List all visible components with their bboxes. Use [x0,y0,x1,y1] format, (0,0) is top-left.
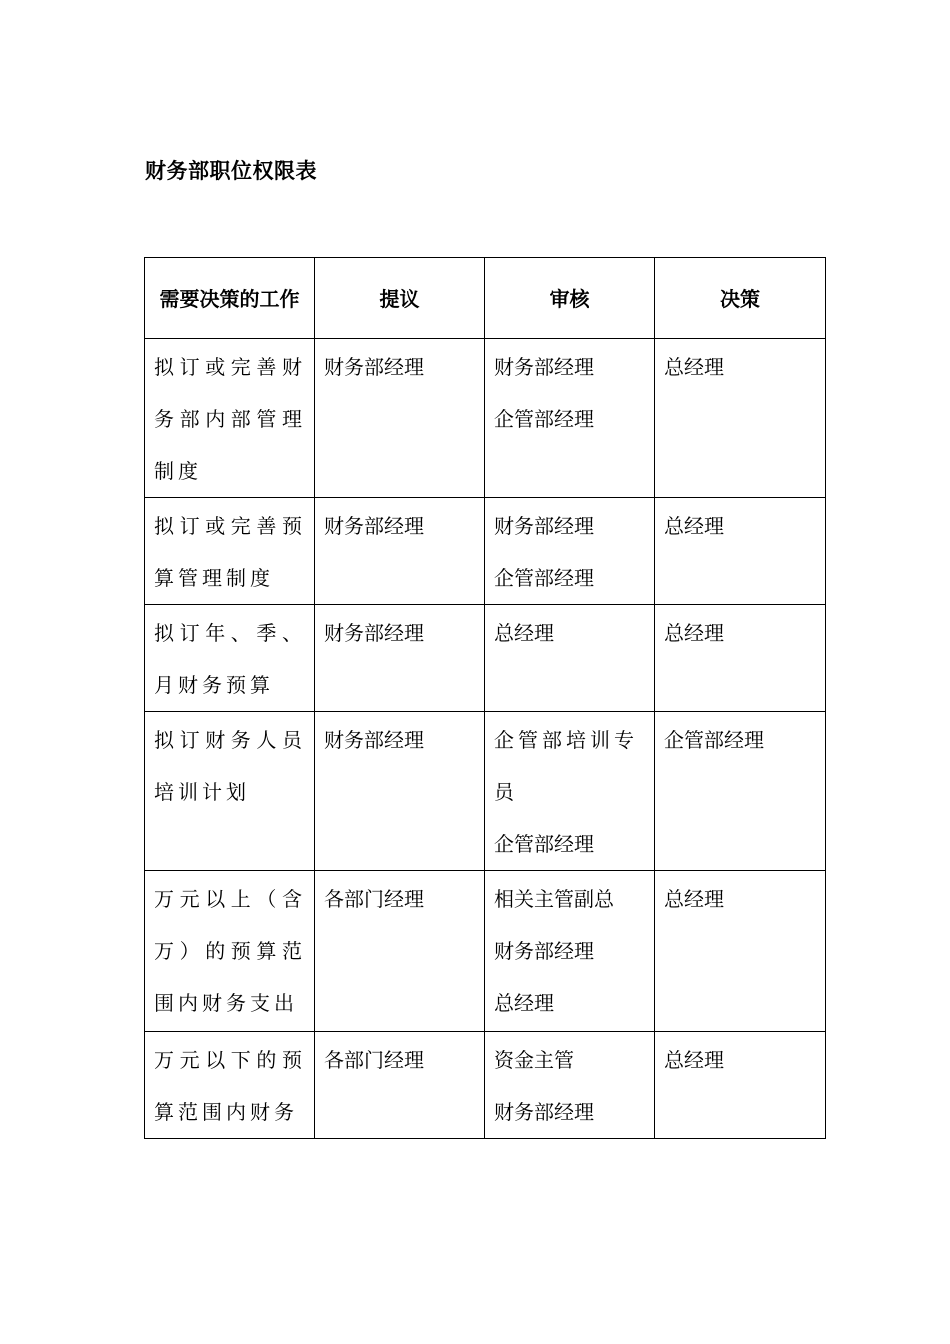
decision-cell: 企管部经理 [655,712,826,871]
review-line: 资金主管 [494,1048,574,1072]
header-task [145,258,315,339]
header-review-label: 审核 [549,287,590,311]
authority-table [144,257,826,1139]
header-review [485,258,655,339]
header-decision [655,258,826,339]
review-line: 财务部经理 [494,939,594,963]
review-line: 企管部经理 [494,832,594,856]
proposal-cell: 各部门经理 [315,1032,485,1139]
task-cell: 万元以下的预算范围内财务 [145,1032,315,1139]
review-cell [485,712,655,871]
proposal-cell: 各部门经理 [315,871,485,1032]
proposal-cell: 财务部经理 [315,498,485,605]
review-cell [485,871,655,1032]
review-line: 总经理 [494,991,554,1015]
review-line: 相关主管副总 [494,887,614,911]
header-proposal-label: 提议 [379,287,420,311]
table-row [145,712,826,871]
table-row [145,498,826,605]
review-line: 企管部培训专员 [494,728,638,804]
proposal-cell: 财务部经理 [315,712,485,871]
review-line: 总经理 [494,621,554,645]
review-cell [485,339,655,498]
task-cell: 拟订财务人员培训计划 [145,712,315,871]
table-row [145,871,826,1032]
review-cell [485,498,655,605]
table-row [145,605,826,712]
review-line: 企管部经理 [494,407,594,431]
task-cell: 拟订或完善预算管理制度 [145,498,315,605]
task-cell: 拟订年、季、月财务预算 [145,605,315,712]
review-line: 企管部经理 [494,566,594,590]
table-header-row [145,258,826,339]
decision-cell: 总经理 [655,871,826,1032]
task-cell: 拟订或完善财务部内部管理制度 [145,339,315,498]
decision-cell: 总经理 [655,339,826,498]
page-title: 财务部职位权限表 [145,159,317,183]
review-line: 财务部经理 [494,514,594,538]
review-line: 财务部经理 [494,355,594,379]
header-decision-label: 决策 [720,287,760,311]
table-row [145,339,826,498]
decision-cell: 总经理 [655,1032,826,1139]
proposal-cell: 财务部经理 [315,605,485,712]
header-proposal [315,258,485,339]
task-cell: 万元以上（含万）的预算范围内财务支出 [145,871,315,1032]
decision-cell: 总经理 [655,605,826,712]
header-task-label: 需要决策的工作 [159,287,300,311]
proposal-cell: 财务部经理 [315,339,485,498]
review-line: 财务部经理 [494,1100,594,1124]
table-row [145,1032,826,1139]
decision-cell: 总经理 [655,498,826,605]
review-cell [485,1032,655,1139]
review-cell [485,605,655,712]
